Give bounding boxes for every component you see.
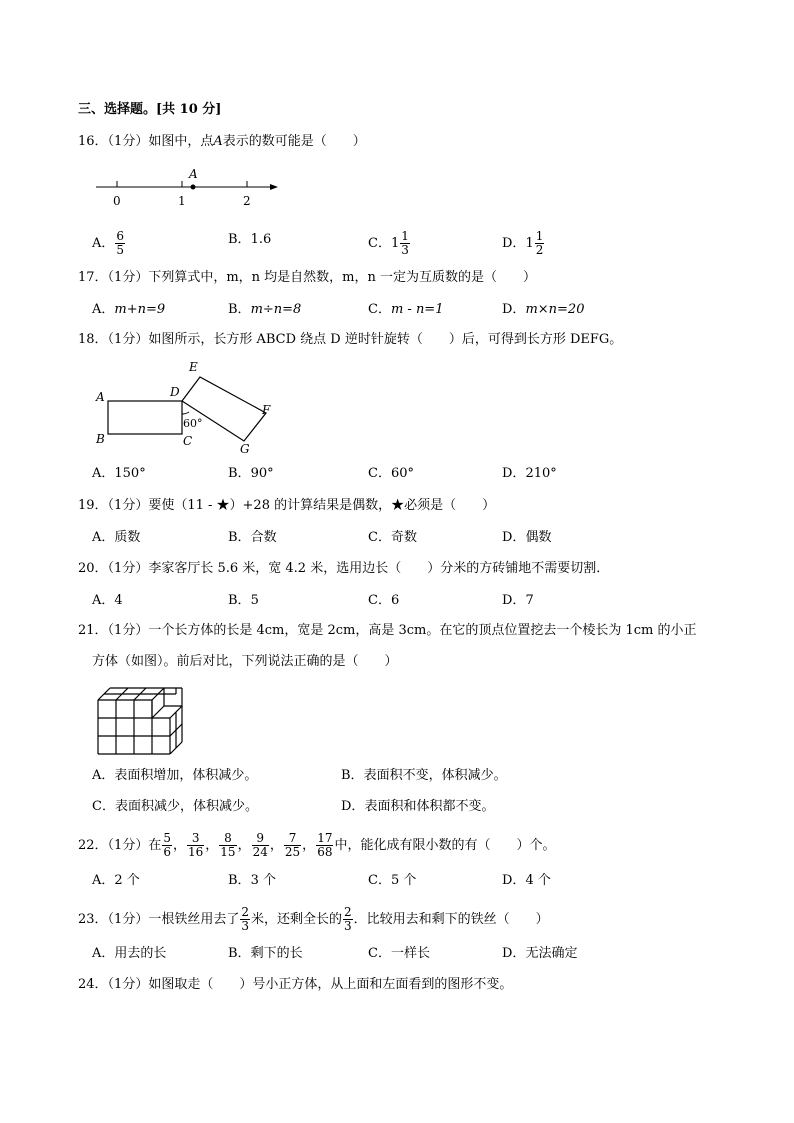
- option-letter: B．: [228, 466, 251, 481]
- option-a[interactable]: [92, 944, 166, 964]
- separator: ，: [302, 838, 316, 853]
- option-letter: C．: [368, 873, 391, 888]
- option-a[interactable]: [92, 230, 126, 257]
- option-text: 表面积不变，体积减少。: [363, 768, 507, 783]
- option-text: m×n=20: [525, 302, 585, 317]
- option-letter: C．: [92, 799, 115, 814]
- tick-label-2: 2: [243, 194, 251, 208]
- option-letter: C．: [368, 302, 391, 317]
- option-letter: C．: [368, 466, 391, 481]
- option-letter: D．: [502, 236, 526, 251]
- option-letter: A．: [92, 530, 115, 545]
- denominator: 16: [188, 845, 204, 859]
- option-letter: A．: [92, 768, 115, 783]
- numerator: 6: [116, 229, 125, 243]
- question-stem: 如图取走（ ）号小正方体，从上面和左面看到的图形不变。: [148, 977, 513, 992]
- question-22: [78, 832, 555, 859]
- label-c: C: [183, 434, 193, 448]
- option-text: 6: [390, 593, 400, 608]
- denominator: 68: [317, 845, 333, 859]
- option-letter: B．: [228, 873, 251, 888]
- label-f: F: [262, 403, 271, 417]
- option-letter: D．: [502, 302, 526, 317]
- option-letter: C．: [368, 530, 391, 545]
- question-number: 18．（1分）: [78, 332, 149, 347]
- option-text: 剩下的长: [250, 946, 303, 961]
- option-text: 60°: [390, 466, 414, 481]
- option-text: 1.6: [250, 232, 272, 247]
- option-text: 4: [114, 593, 123, 608]
- tick-label-1: 1: [178, 194, 186, 208]
- numerator: 17: [317, 831, 333, 845]
- question-stem: 要使（11 - ★）+28 的计算结果是偶数，★必须是（ ）: [148, 498, 496, 513]
- question-stem: 中，能化成有限小数的有（ ）个。: [334, 838, 556, 853]
- option-letter: A．: [92, 946, 115, 961]
- option-a[interactable]: [92, 464, 146, 484]
- question-number: 17．（1分）: [78, 270, 149, 285]
- fraction: [252, 832, 269, 859]
- denominator: 15: [220, 845, 236, 859]
- option-a[interactable]: [92, 300, 165, 320]
- option-text: 3 个: [250, 873, 276, 888]
- option-d[interactable]: [502, 528, 551, 548]
- option-d[interactable]: [502, 944, 577, 964]
- label-g: G: [240, 442, 250, 456]
- numerator: 1: [535, 229, 544, 243]
- option-d[interactable]: [502, 300, 584, 320]
- angle-arc: [182, 412, 189, 414]
- option-text: 表面积和体积都不变。: [364, 799, 495, 814]
- point-variable: A: [213, 134, 223, 149]
- option-text: 表面积减少，体积减少。: [114, 799, 258, 814]
- separator: ，: [205, 838, 219, 853]
- numerator: 8: [219, 832, 236, 846]
- option-text: m÷n=8: [250, 302, 302, 317]
- question-stem: 如图中，点: [148, 134, 214, 149]
- option-text: 一样长: [390, 946, 430, 961]
- label-d: D: [170, 385, 180, 399]
- question-stem: 表示的数可能是（ ）: [222, 134, 366, 149]
- denominator: 3: [401, 243, 409, 257]
- whole-part: 1: [525, 236, 534, 251]
- question-stem: 下列算式中，m，n 均是自然数，m，n 一定为互质数的是（ ）: [148, 270, 536, 285]
- option-letter: A．: [92, 236, 115, 251]
- option-letter: B．: [228, 593, 251, 608]
- option-c[interactable]: [368, 230, 411, 257]
- option-letter: D．: [502, 873, 526, 888]
- question-19: [78, 496, 495, 516]
- option-letter: B．: [228, 530, 251, 545]
- option-text: m - n=1: [390, 302, 444, 317]
- question-number: 22．（1分）: [78, 838, 149, 853]
- question-stem: 一根铁丝用去了: [148, 912, 240, 927]
- question-24: [78, 975, 512, 995]
- option-letter: C．: [368, 946, 391, 961]
- option-letter: C．: [368, 593, 391, 608]
- option-b[interactable]: [228, 230, 271, 250]
- option-d[interactable]: [341, 797, 494, 817]
- option-c[interactable]: [92, 797, 258, 817]
- option-c[interactable]: [368, 944, 430, 964]
- option-text: 150°: [114, 466, 146, 481]
- option-letter: B．: [228, 302, 251, 317]
- option-b[interactable]: [228, 300, 301, 320]
- question-21: [78, 621, 697, 641]
- label-b: B: [96, 432, 105, 446]
- option-text: 质数: [114, 530, 141, 545]
- option-letter: A．: [92, 302, 115, 317]
- rotation-figure: [92, 356, 282, 460]
- point-a: [191, 185, 196, 190]
- option-text: 奇数: [390, 530, 417, 545]
- denominator: 3: [241, 919, 249, 933]
- option-letter: A．: [92, 466, 115, 481]
- separator: ，: [269, 838, 283, 853]
- option-b[interactable]: [228, 464, 274, 484]
- question-number: 23．（1分）: [78, 912, 149, 927]
- option-a[interactable]: [92, 766, 257, 786]
- option-letter: C．: [368, 236, 391, 251]
- denominator: 3: [344, 919, 352, 933]
- fraction: [115, 230, 125, 257]
- cuboid-figure: [96, 680, 196, 760]
- option-letter: D．: [502, 466, 526, 481]
- number-line-figure: [90, 164, 290, 210]
- question-stem: 米，还剩全长的: [250, 912, 342, 927]
- numerator: 2: [344, 905, 352, 919]
- option-text: 90°: [250, 466, 274, 481]
- fraction: [219, 832, 236, 859]
- option-text: 210°: [525, 466, 557, 481]
- option-a[interactable]: [92, 528, 140, 548]
- label-e: E: [189, 360, 198, 374]
- numerator: 2: [241, 905, 249, 919]
- fraction: [316, 832, 333, 859]
- option-text: 4 个: [525, 873, 551, 888]
- option-text: 5: [250, 593, 259, 608]
- option-text: 表面积增加，体积减少。: [114, 768, 258, 783]
- section-title: 三、选择题。[共 10 分]: [78, 102, 222, 117]
- option-c[interactable]: [368, 528, 417, 548]
- fraction: [535, 230, 545, 257]
- option-c[interactable]: [368, 871, 416, 891]
- option-letter: D．: [502, 530, 526, 545]
- option-text: 合数: [250, 530, 277, 545]
- fraction: [162, 832, 172, 859]
- option-c[interactable]: [368, 464, 414, 484]
- option-text: m+n=9: [114, 302, 166, 317]
- option-text: 2 个: [114, 873, 140, 888]
- option-c[interactable]: [368, 591, 399, 611]
- option-b[interactable]: [341, 766, 507, 786]
- numerator: 9: [252, 832, 269, 846]
- numerator: 5: [163, 831, 171, 845]
- denominator: 2: [535, 243, 544, 257]
- numerator: 3: [187, 832, 204, 846]
- option-text: 5 个: [390, 873, 417, 888]
- option-d[interactable]: [502, 464, 557, 484]
- option-a[interactable]: [92, 871, 140, 891]
- question-18: [78, 330, 622, 350]
- label-a: A: [96, 390, 105, 404]
- fraction: [240, 906, 250, 933]
- numerator: 7: [284, 832, 301, 846]
- question-stem: 一个长方体的长是 4cm，宽是 2cm，高是 3cm。在它的顶点位置挖去一个棱长为 1cm 的小正: [148, 623, 697, 638]
- option-letter: B．: [341, 768, 364, 783]
- option-b[interactable]: [228, 944, 303, 964]
- option-d[interactable]: [502, 591, 534, 611]
- separator: ，: [237, 838, 251, 853]
- fraction: [400, 230, 410, 257]
- denominator: 6: [163, 845, 171, 859]
- numerator: 1: [401, 229, 409, 243]
- option-a[interactable]: [92, 591, 123, 611]
- option-text: 用去的长: [114, 946, 167, 961]
- option-text: 7: [525, 593, 534, 608]
- question-number: 19．（1分）: [78, 498, 149, 513]
- question-stem: 李家客厅长 5.6 米，宽 4.2 米，选用边长（ ）分米的方砖铺地不需要切割．: [148, 561, 610, 576]
- option-d[interactable]: [502, 230, 545, 257]
- option-d[interactable]: [502, 871, 551, 891]
- option-letter: A．: [92, 593, 115, 608]
- question-20: [78, 559, 609, 579]
- arrow-head-icon: [270, 184, 278, 190]
- option-letter: D．: [502, 593, 526, 608]
- separator: ，: [172, 838, 186, 853]
- option-b[interactable]: [228, 528, 277, 548]
- option-letter: D．: [502, 946, 526, 961]
- question-21-continued: 方体（如图）。前后对比，下列说法正确的是（ ）: [92, 654, 398, 669]
- fraction: [343, 906, 353, 933]
- fraction: [284, 832, 301, 859]
- fraction: [187, 832, 204, 859]
- question-17: [78, 268, 536, 288]
- rectangle-defg: [182, 377, 266, 441]
- question-stem: 如图所示，长方形 ABCD 绕点 D 逆时针旋转（ ）后，可得到长方形 DEFG。: [148, 332, 623, 347]
- whole-part: 1: [390, 236, 400, 251]
- option-text: 偶数: [525, 530, 552, 545]
- denominator: 25: [284, 845, 301, 859]
- angle-label: 60°: [183, 417, 203, 430]
- option-c[interactable]: [368, 300, 443, 320]
- question-23: [78, 906, 549, 933]
- question-stem: ．比较用去和剩下的铁丝（ ）: [353, 912, 549, 927]
- option-b[interactable]: [228, 871, 276, 891]
- option-letter: A．: [92, 873, 115, 888]
- option-letter: D．: [341, 799, 365, 814]
- option-text: 无法确定: [525, 946, 578, 961]
- option-letter: B．: [228, 232, 251, 247]
- option-letter: B．: [228, 946, 251, 961]
- tick-label-0: 0: [113, 194, 121, 208]
- denominator: 5: [116, 243, 125, 257]
- question-number: 24．（1分）: [78, 977, 149, 992]
- question-number: 20．（1分）: [78, 561, 149, 576]
- question-number: 16．（1分）: [78, 134, 149, 149]
- option-b[interactable]: [228, 591, 259, 611]
- point-a-label: A: [189, 167, 198, 181]
- rectangle-abcd: [108, 401, 182, 434]
- denominator: 24: [252, 845, 268, 859]
- question-stem: 在: [148, 838, 162, 853]
- question-number: 21．（1分）: [78, 623, 149, 638]
- question-16: [78, 132, 366, 152]
